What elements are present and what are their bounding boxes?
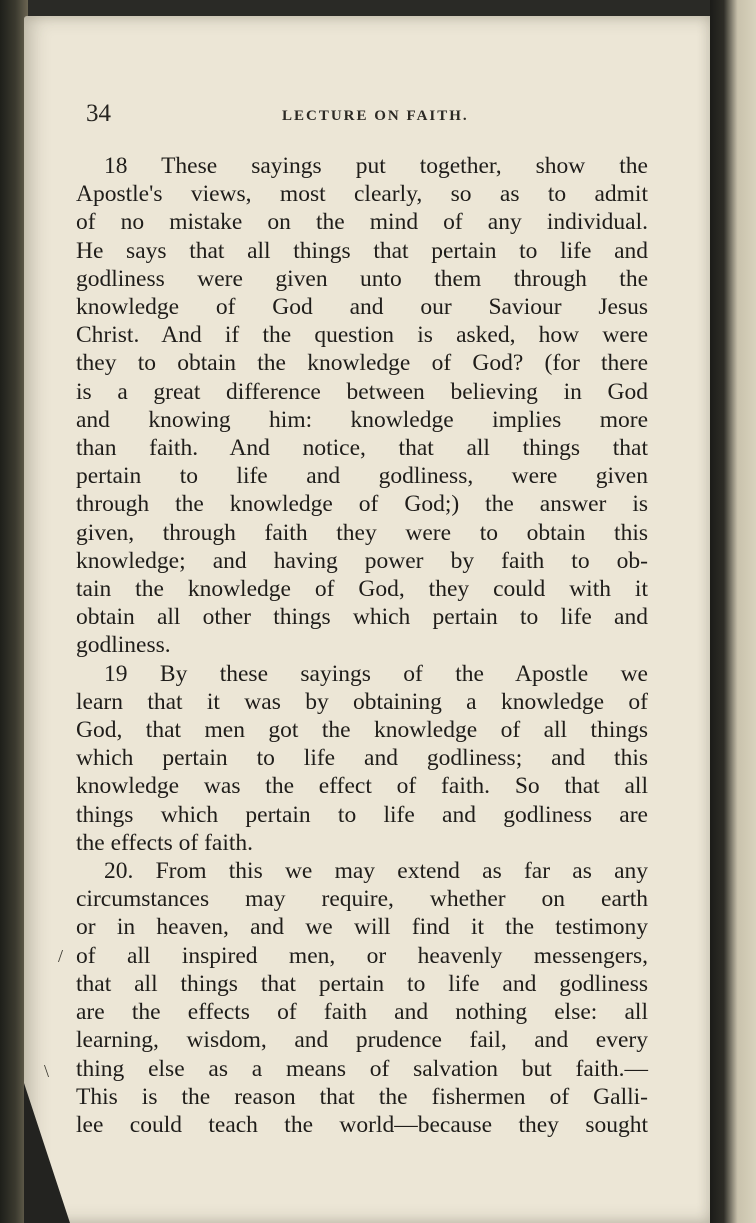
paragraph-19 [76, 660, 648, 857]
text-line: or in heaven, and we will find it the testimony [76, 914, 648, 941]
text-line: This is the reason that the fishermen of Galli- [76, 1083, 648, 1110]
text-line: 19 By these sayings of the Apostle we [104, 660, 648, 687]
text-line: knowledge of God and our Saviour Jesus [76, 294, 648, 321]
page-body-text [76, 152, 648, 1139]
text-line: they to obtain the knowledge of God? (for there [76, 350, 648, 377]
text-line: circumstances may require, whether on earth [76, 886, 648, 913]
running-head: LECTURE ON FAITH. [282, 108, 469, 124]
text-line: through the knowledge of God;) the answer is [76, 491, 648, 518]
text-line: learning, wisdom, and prudence fail, and every [76, 1027, 648, 1054]
text-line: 18 These sayings put together, show the [104, 153, 648, 179]
page-header [86, 100, 646, 140]
text-line: Apostle's views, most clearly, so as to admit [76, 181, 648, 208]
paragraph-20 [76, 857, 648, 1139]
text-line: the effects of faith. [76, 829, 254, 856]
text-line: 20. From this we may extend as far as any [104, 858, 648, 885]
text-line: is a great difference between believing in God [76, 378, 648, 405]
text-line: obtain all other things which pertain to life and [76, 604, 648, 631]
text-line: learn that it was by obtaining a knowledge of [76, 688, 648, 715]
text-line: knowledge was the effect of faith. So that all [76, 773, 648, 800]
text-line: and knowing him: knowledge implies more [76, 406, 648, 433]
text-line: things which pertain to life and godliness are [76, 801, 648, 828]
text-line: of no mistake on the mind of any individual. [76, 209, 648, 236]
text-line: thing else as a means of salvation but faith.— [76, 1055, 648, 1082]
text-line: are the effects of faith and nothing else: all [76, 999, 648, 1026]
facing-page-edge [710, 0, 756, 1223]
page-corner-shadow [24, 1083, 70, 1223]
paragraph-18 [76, 152, 648, 660]
text-line: godliness. [76, 632, 171, 659]
text-line: than faith. And notice, that all things that [76, 435, 648, 462]
text-line: of all inspired men, or heavenly messengers, [76, 942, 648, 969]
text-line: tain the knowledge of God, they could with it [76, 576, 648, 603]
book-page [24, 16, 710, 1223]
text-line: given, through faith they were to obtain this [76, 519, 648, 546]
text-line: godliness were given unto them through the [76, 265, 648, 292]
text-line: God, that men got the knowledge of all things [76, 717, 648, 744]
margin-mark: / [58, 946, 64, 966]
text-line: Christ. And if the question is asked, how were [76, 322, 648, 349]
text-line: which pertain to life and godliness; and this [76, 745, 648, 772]
text-line: knowledge; and having power by faith to ob- [76, 547, 648, 574]
text-line: He says that all things that pertain to life and [76, 237, 648, 264]
text-line: lee could teach the world—because they sought [76, 1111, 648, 1138]
text-line: pertain to life and godliness, were given [76, 463, 648, 490]
page-number: 34 [86, 100, 111, 127]
margin-mark: \ [44, 1061, 50, 1081]
text-line: that all things that pertain to life and godliness [76, 970, 648, 997]
